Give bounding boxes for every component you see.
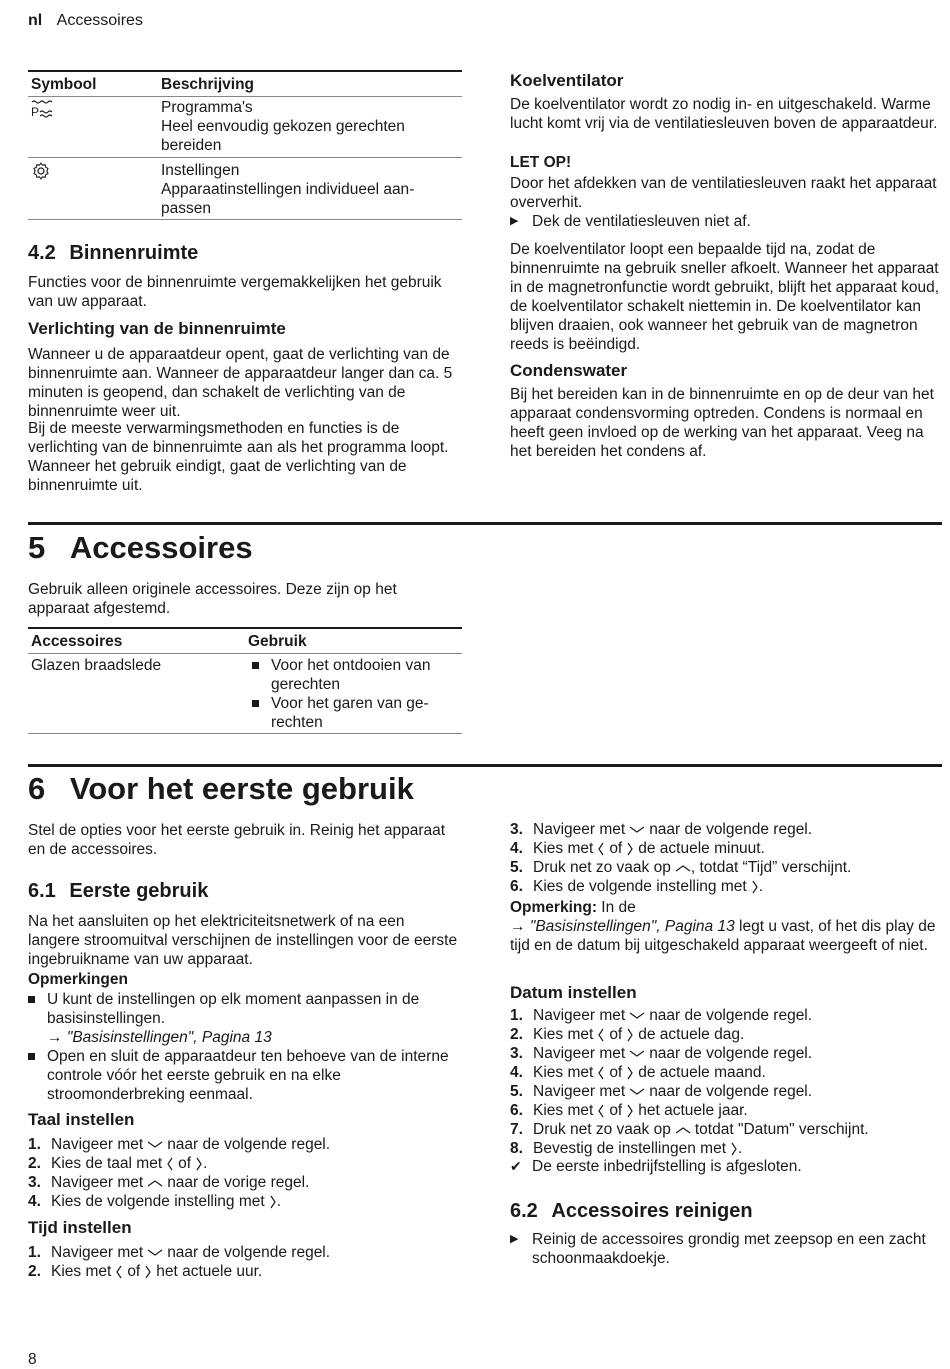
step-text: Navigeer met naar de volgende regel. — [533, 1045, 813, 1062]
section-title: Eerste gebruik — [69, 880, 209, 902]
chevron-right-icon — [626, 1104, 634, 1118]
step-item — [510, 1006, 940, 1025]
step-number: 5. — [510, 859, 523, 876]
section-4-2-heading — [28, 241, 198, 265]
chevron-left-icon — [597, 1066, 605, 1080]
chevron-left-icon — [597, 1104, 605, 1118]
step-number: 3. — [510, 821, 523, 838]
step-number: 6. — [510, 878, 523, 895]
section-6-1-text: Na het aansluiten op het elektriciteitsnetwerk of na een langere stroomuitval verschijnen de instellingen voor de eerste ingebruikname van uw apparaat. — [28, 913, 458, 968]
list-item: Voor het garen van gerechten — [248, 694, 454, 732]
chevron-left-icon — [597, 842, 605, 856]
basisinstellingen-link[interactable]: "Basisinstellingen", Pagina 13 — [529, 918, 735, 935]
chapter-number: 6 — [28, 771, 46, 806]
table-header-rule — [28, 96, 462, 97]
step-number: 3. — [28, 1174, 41, 1191]
lighting-heading: Verlichting van de binnenruimte — [28, 319, 286, 338]
step-item — [510, 1139, 940, 1158]
col-accessories-header: Accessoires — [31, 633, 123, 650]
accessory-name: Glazen braadslede — [31, 657, 162, 674]
caution-label: LET OP! — [510, 154, 572, 171]
section-title: Accessoires reinigen — [551, 1200, 753, 1222]
step-text: Navigeer met naar de volgende regel. — [533, 821, 813, 838]
svg-text:P: P — [31, 105, 40, 119]
chevron-right-icon — [626, 1028, 634, 1042]
settings-title: Instellingen — [161, 162, 240, 179]
chevron-up-icon — [147, 1178, 163, 1188]
step-text: Navigeer met naar de volgende regel. — [533, 1083, 813, 1100]
page-number: 8 — [28, 1351, 37, 1368]
settings-desc: Apparaatinstellingen individueel aanpassen — [161, 181, 415, 217]
step-number: 1. — [28, 1136, 41, 1153]
step-text: Navigeer met naar de volgende regel. — [51, 1136, 331, 1153]
chapter-6-heading — [28, 771, 414, 807]
language-steps — [28, 1135, 460, 1211]
table-bottom-rule — [28, 219, 462, 220]
note-label: Opmerking: — [510, 899, 597, 916]
chevron-right-icon — [751, 880, 759, 894]
list-item: Voor het ontdooien van gerechten — [248, 656, 454, 694]
section-title: Binnenruimte — [69, 242, 199, 264]
time-steps-left — [28, 1243, 460, 1281]
step-item — [510, 839, 940, 858]
step-text: Navigeer met naar de volgende regel. — [533, 1007, 813, 1024]
display-note: Opmerking: In de → "Basisinstellingen", Pagina 13 legt u vast, of het dis play de tijd en de datum bij uitgeschakeld apparaat weergeeft of niet. — [510, 899, 936, 954]
chapter-title: Accessoires — [69, 530, 253, 565]
caution-text: Door het afdekken van de ventilatiesleuven raakt het apparaat oververhit. — [510, 175, 937, 211]
bullet-icon — [252, 662, 259, 669]
chevron-right-icon — [269, 1195, 277, 1209]
fan-paragraph-2: De koelventilator loopt een bepaalde tijd na, zodat de binnenruimte na gebruik sneller afkoelt. Wanneer het apparaat in de magnetronfunctie wordt gebruikt, blijft het apparaat koud, de koelventilator schakelt niettemin in. De koelventilator kan blijven draaien, ook wanneer het gebruik van de magnetron reeds is beëindigd. — [510, 241, 940, 353]
step-item — [510, 858, 940, 877]
step-item — [28, 1135, 460, 1154]
fan-heading: Koelventilator — [510, 71, 624, 90]
chevron-right-icon — [144, 1265, 152, 1279]
step-number: 5. — [510, 1083, 523, 1100]
step-item — [510, 820, 940, 839]
chevron-right-icon — [626, 842, 634, 856]
step-number: 2. — [510, 1026, 523, 1043]
time-heading: Tijd instellen — [28, 1218, 132, 1237]
step-number: 4. — [510, 1064, 523, 1081]
table-top-rule — [28, 70, 462, 72]
clean-action: ▶ Reinig de accessoires grondig met zeepsop en een zacht schoonmaakdoekje. — [510, 1231, 926, 1267]
step-item — [28, 1192, 460, 1211]
chevron-right-icon — [195, 1157, 203, 1171]
chapter-5-heading — [28, 530, 253, 566]
step-item — [510, 1025, 940, 1044]
step-text: Kies met of de actuele minuut. — [533, 840, 765, 857]
step-item — [510, 1120, 940, 1139]
date-result: ✔ De eerste inbedrijfstelling is afgesloten. — [510, 1158, 802, 1175]
table-row — [161, 98, 456, 155]
step-number: 2. — [28, 1263, 41, 1280]
chevron-down-icon — [629, 825, 645, 835]
condens-paragraph: Bij het bereiden kan in de binnenruimte en op de deur van het apparaat condensvorming optreden. Condens is normaal en heeft geen invloed op de werking van het apparaat. Veeg na het bereiden het condens af. — [510, 386, 934, 460]
section-number: 6.2 — [510, 1200, 538, 1222]
step-item — [28, 1262, 460, 1281]
gear-icon — [31, 161, 51, 181]
programs-icon — [31, 99, 55, 121]
step-text: Druk net zo vaak op totdat "Datum" verschijnt. — [533, 1121, 869, 1138]
action-arrow-icon: ▶ — [510, 215, 519, 227]
header-section: Accessoires — [56, 12, 143, 29]
fan-action — [510, 212, 940, 231]
acc-table-header-rule — [28, 653, 462, 654]
chevron-left-icon — [597, 1028, 605, 1042]
date-steps — [510, 1006, 940, 1158]
fan-paragraph-1: De koelventilator wordt zo nodig in- en uitgeschakeld. Warme lucht komt vrij via de ventilatiesleuven boven de apparaatdeur. — [510, 96, 938, 132]
list-item: U kunt de instellingen op elk moment aanpassen in de basisinstellingen. → "Basisinstellingen", Pagina 13 — [24, 990, 460, 1047]
step-number: 4. — [28, 1193, 41, 1210]
step-item — [510, 1101, 940, 1120]
notes-heading: Opmerkingen — [28, 971, 128, 988]
chevron-down-icon — [629, 1049, 645, 1059]
acc-table-top-rule — [28, 627, 462, 629]
chevron-left-icon — [166, 1157, 174, 1171]
program-title: Programma's — [161, 99, 253, 116]
chevron-down-icon — [629, 1087, 645, 1097]
chevron-down-icon — [629, 1011, 645, 1021]
language-code: nl — [28, 12, 43, 29]
col-usage-header: Gebruik — [248, 633, 307, 650]
usage-list — [248, 656, 454, 732]
step-item — [28, 1173, 460, 1192]
step-text: Kies de taal met of . — [51, 1155, 208, 1172]
bullet-icon — [252, 700, 259, 707]
step-text: Druk net zo vaak op , totdat “Tijd” verschijnt. — [533, 859, 852, 876]
language-heading: Taal instellen — [28, 1110, 135, 1129]
chevron-left-icon — [115, 1265, 123, 1279]
step-item — [28, 1243, 460, 1262]
step-number: 6. — [510, 1102, 523, 1119]
step-text: Kies met of de actuele dag. — [533, 1026, 745, 1043]
chevron-down-icon — [147, 1140, 163, 1150]
section-6-1-heading — [28, 879, 208, 903]
col-description-header: Beschrijving — [161, 76, 255, 93]
chapter-number: 5 — [28, 530, 46, 565]
step-text: Kies de volgende instelling met . — [533, 878, 763, 895]
chevron-right-icon — [626, 1066, 634, 1080]
step-item — [510, 1044, 940, 1063]
notes-list — [24, 990, 460, 1104]
program-desc: Heel eenvoudig gekozen gerechten bereiden — [161, 118, 405, 154]
chevron-right-icon — [730, 1142, 738, 1156]
chevron-down-icon — [147, 1248, 163, 1258]
bullet-icon — [28, 1053, 35, 1060]
bullet-icon — [28, 996, 35, 1003]
arrow-link-icon: → — [510, 918, 530, 935]
section-4-2-intro: Functies voor de binnenruimte vergemakkelijken het gebruik van uw apparaat. — [28, 274, 442, 310]
step-text: Kies met of het actuele uur. — [51, 1263, 263, 1280]
lighting-paragraph-1: Wanneer u de apparaatdeur opent, gaat de verlichting van de binnenruimte aan. Wanneer de apparaatdeur langer dan ca. 5 minuten is geopend, dan schakelt de verlichting van de binnenruimte weer uit. — [28, 346, 453, 420]
chapter-5-rule — [28, 522, 942, 525]
step-item — [510, 877, 940, 896]
col-symbol-header: Symbool — [31, 76, 97, 93]
checkmark-icon: ✔ — [510, 1158, 522, 1174]
step-item — [510, 1082, 940, 1101]
basisinstellingen-link[interactable]: "Basisinstellingen", Pagina 13 — [66, 1029, 272, 1046]
arrow-link-icon: → — [47, 1029, 67, 1046]
date-heading: Datum instellen — [510, 983, 637, 1002]
step-number: 4. — [510, 840, 523, 857]
chapter-6-intro: Stel de opties voor het eerste gebruik in. Reinig het apparaat en de accessoires. — [28, 822, 446, 858]
chapter-5-intro: Gebruik alleen originele accessoires. Deze zijn op het apparaat afgestemd. — [28, 581, 397, 617]
step-text: Kies met of het actuele jaar. — [533, 1102, 748, 1119]
chapter-title: Voor het eerste gebruik — [69, 771, 414, 806]
fan-action-text: Dek de ventilatiesleuven niet af. — [532, 213, 751, 230]
page-header — [28, 12, 143, 30]
table-row-rule — [28, 157, 462, 158]
section-number: 6.1 — [28, 880, 56, 902]
step-item — [510, 1063, 940, 1082]
chapter-6-rule — [28, 764, 942, 767]
time-steps-right — [510, 820, 940, 896]
step-text: Kies met of de actuele maand. — [533, 1064, 766, 1081]
action-arrow-icon: ▶ — [510, 1233, 519, 1245]
step-number: 3. — [510, 1045, 523, 1062]
section-number: 4.2 — [28, 242, 56, 264]
lighting-paragraph-2: Bij de meeste verwarmingsmethoden en functies is de verlichting van de binnenruimte aan als het programma loopt. Wanneer het gebruik eindigt, gaat de verlichting van de binnenruimte uit. — [28, 420, 449, 494]
step-number: 8. — [510, 1140, 523, 1157]
chevron-up-icon — [675, 863, 691, 873]
step-number: 2. — [28, 1155, 41, 1172]
step-text: Navigeer met naar de vorige regel. — [51, 1174, 310, 1191]
acc-table-bottom-rule — [28, 733, 462, 734]
list-item: Open en sluit de apparaatdeur ten behoeve van de interne controle vóór het eerste gebruik en na elke stroomonderbreking eenmaal. — [24, 1047, 460, 1104]
step-number: 1. — [510, 1007, 523, 1024]
step-number: 1. — [28, 1244, 41, 1261]
condens-heading: Condenswater — [510, 361, 628, 380]
section-6-2-heading — [510, 1199, 753, 1223]
step-text: Kies de volgende instelling met . — [51, 1193, 281, 1210]
step-number: 7. — [510, 1121, 523, 1138]
step-item — [28, 1154, 460, 1173]
step-text: Navigeer met naar de volgende regel. — [51, 1244, 331, 1261]
table-row — [161, 161, 453, 218]
step-text: Bevestig de instellingen met . — [533, 1140, 743, 1157]
chevron-up-icon — [675, 1125, 691, 1135]
